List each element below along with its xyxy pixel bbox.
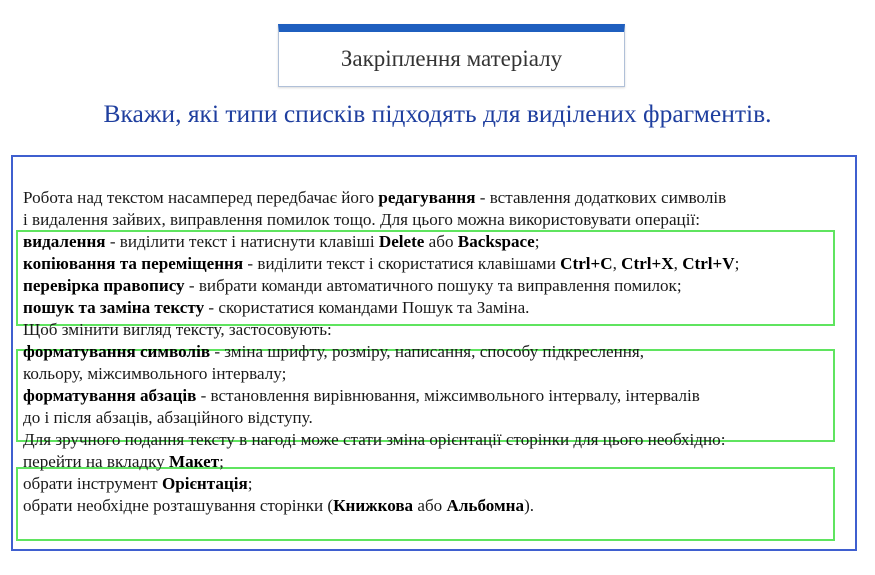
list-item-step-3: обрати необхідне розташування сторінки (Книжкова або Альбомна). [23,496,535,515]
intro-line-1: Робота над текстом насамперед передбачає його редагування - вставлення додаткових символів [23,188,727,207]
list-item-para-format-cont: до і після абзаців, абзаційного відступу. [23,408,313,427]
list-item-spellcheck: перевірка правопису - вибрати команди автоматичного пошуку та виправлення помилок; [23,276,682,295]
list-item-step-1: перейти на вкладку Макет; [23,452,224,471]
list-item-char-format-cont: кольору, міжсимвольного інтервалу; [23,364,287,383]
list-item-para-format: форматування абзаців - встановлення вирівнювання, міжсимвольного інтервалу, інтервалів [23,386,700,405]
lesson-text [23,187,843,517]
term-editing: редагування [378,188,476,207]
list-item-delete: видалення - виділити текст і натиснути клавіші Delete або Backspace; [23,232,540,251]
format-intro: Щоб змінити вигляд тексту, застосовують: [23,320,332,339]
list-item-step-2: обрати інструмент Орієнтація; [23,474,253,493]
slide-title-text: Закріплення матеріалу [340,46,563,71]
orientation-intro: Для зручного подання тексту в нагоді може стати зміна орієнтації сторінки для цього необхідно: [23,430,726,449]
slide-title [278,24,625,87]
list-item-copy-move: копіювання та переміщення - виділити текст і скористатися клавішами Ctrl+C, Ctrl+X, Ctrl+V; [23,254,740,273]
list-item-find-replace: пошук та заміна тексту - скористатися командами Пошук та Заміна. [23,298,530,317]
list-item-char-format: форматування символів - зміна шрифту, розміру, написання, способу підкреслення, [23,342,645,361]
task-subtitle: Вкажи, які типи списків підходять для виділених фрагментів. [103,99,772,128]
intro-line-2: і видалення зайвих, виправлення помилок тощо. Для цього можна використовувати операції: [23,210,700,229]
